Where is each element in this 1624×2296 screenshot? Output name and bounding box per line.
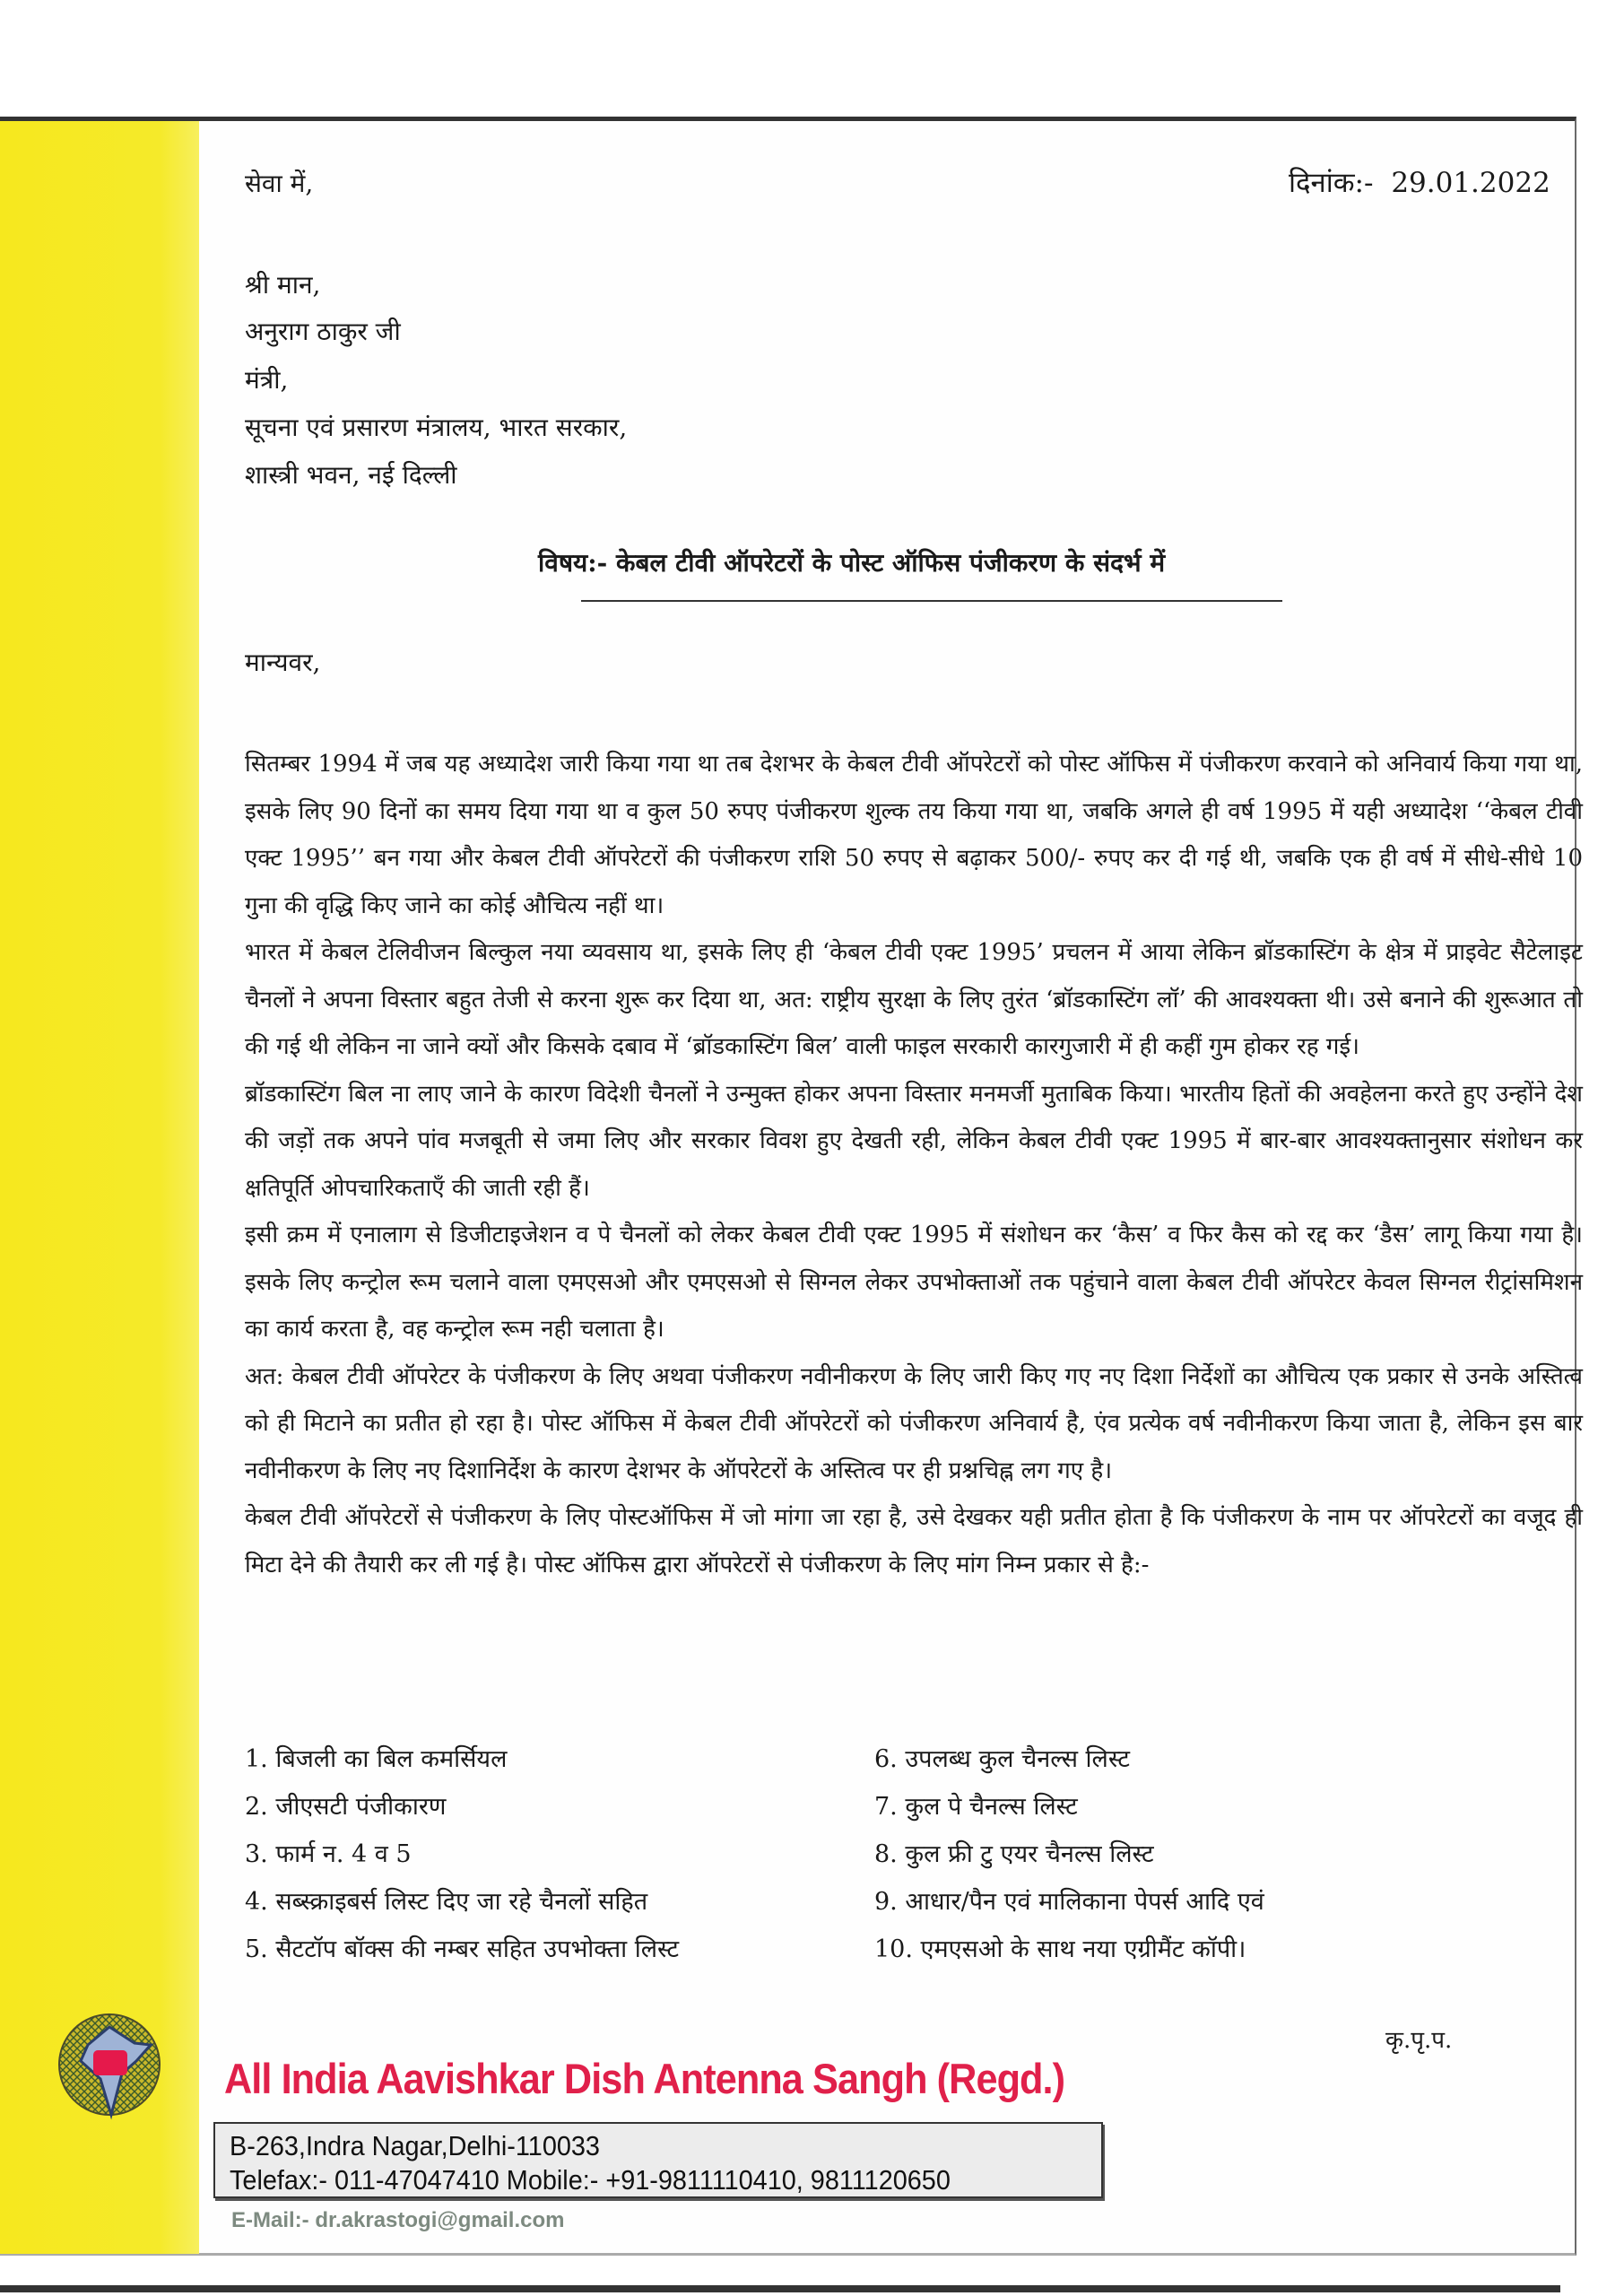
requirement-item: 8. कुल फ्री टु एयर चैनल्स लिस्ट	[874, 1840, 1154, 1868]
contact-box	[213, 2122, 1103, 2198]
addressee-line: सूचना एवं प्रसारण मंत्रालय, भारत सरकार,	[245, 413, 628, 442]
date-value: 29.01.2022	[1391, 167, 1550, 199]
requirement-item: 6. उपलब्ध कुल चैनल्स लिस्ट	[874, 1745, 1130, 1773]
letterhead-yellow-strip	[0, 121, 199, 2254]
requirement-item: 7. कुल पे चैनल्स लिस्ट	[874, 1793, 1078, 1821]
requirement-item: 2. जीएसटी पंजीकारण	[245, 1793, 447, 1821]
org-contact-numbers: Telefax:- 011-47047410 Mobile:- +91-9811110410, 9811120650	[230, 2164, 951, 2196]
body-paragraph: इसी क्रम में एनालाग से डिजीटाइजेशन व पे चैनलों को लेकर केबल टीवी एक्ट 1995 में संशोधन कर ‘कैस’ व फिर कैस को रद्द कर ‘डैस’ लागू किया गया है। इसके लिए कन्ट्रोल रूम चलाने वाला एमएसओ और एमएसओ से सिग्नल लेकर उपभोक्ताओं तक पहुंचाने वाला केबल टीवी ऑपरेटर केवल सिग्नल रीट्रांसमिशन का कार्य करता है, वह कन्ट्रोल रूम नही चलाता है।	[245, 1222, 1583, 1343]
letter-body	[245, 741, 1583, 1588]
date-block	[1289, 167, 1550, 200]
addressee-line: श्री मान,	[245, 270, 321, 300]
addressee-line: अनुराग ठाकुर जी	[245, 317, 401, 346]
requirement-item: 10. एमएसओ के साथ नया एग्रीमैंट कॉपी।	[874, 1935, 1246, 1963]
dish-antenna-emblem-icon	[52, 2009, 169, 2135]
requirement-item: 3. फार्म न. 4 व 5	[245, 1840, 412, 1868]
salutation-to: सेवा में,	[245, 169, 314, 198]
body-paragraph: भारत में केबल टेलिवीजन बिल्कुल नया व्यवसाय था, इसके लिए ही ‘केबल टीवी एक्ट 1995’ प्रचलन में आया लेकिन ब्रॉडकास्टिंग के क्षेत्र में प्राइवेट सैटेलाइट चैनलों ने अपना विस्तार बहुत तेजी से करना शुरू कर दिया था, अत: राष्ट्रीय सुरक्षा के लिए तुरंत ‘ब्रॉडकास्टिंग लॉ’ की आवश्यक्ता थी। उसे बनाने की शुरूआत तो की गई थी लेकिन ना जाने क्यों और किसके दबाव में ‘ब्रॉडकास्टिंग बिल’ वाली फाइल सरकारी कारगुजारी में ही कहीं गुम होकर रह गई।	[245, 939, 1583, 1060]
greeting: मान्यवर,	[245, 648, 321, 677]
addressee-line: मंत्री,	[245, 365, 289, 395]
body-paragraph: सितम्बर 1994 में जब यह अध्यादेश जारी किया गया था तब देशभर के केबल टीवी ऑपरेटरों को पोस्ट ऑफिस में पंजीकरण करवाने को अनिवार्य किया गया था, इसके लिए 90 दिनों का समय दिया गया था व कुल 50 रुपए पंजीकरण शुल्क तय किया गया था, जबकि अगले ही वर्ष 1995 में यही अध्यादेश ‘‘केबल टीवी एक्ट 1995’’ बन गया और केबल टीवी ऑपरेटरों की पंजीकरण राशि 50 रुपए से बढ़ाकर 500/- रुपए कर दी गई थी, जबकि एक ही वर्ष में सीधे-सीधे 10 गुना की वृद्धि किए जाने का कोई औचित्य नहीं था।	[245, 751, 1583, 919]
requirement-item: 5. सैटटॉप बॉक्स की नम्बर सहित उपभोक्ता लिस्ट	[245, 1935, 680, 1963]
org-address: B-263,Indra Nagar,Delhi-110033	[230, 2130, 600, 2161]
requirement-item: 9. आधार/पैन एवं मालिकाना पेपर्स आदि एवं	[874, 1888, 1264, 1916]
subject-line: विषय:- केबल टीवी ऑपरेटरों के पोस्ट ऑफिस पंजीकरण के संदर्भ में	[538, 548, 1166, 578]
subject-underline	[581, 600, 1282, 602]
body-paragraph: केबल टीवी ऑपरेटरों से पंजीकरण के लिए पोस्टऑफिस में जो मांगा जा रहा है, उसे देखकर यही प्रतीत होता है कि पंजीकरण के नाम पर ऑपरेटरों का वजूद ही मिटा देने की तैयारी कर ली गई है। पोस्ट ऑफिस द्वारा ऑपरेटरों से पंजीकरण के लिए मांग निम्न प्रकार से है:-	[245, 1504, 1583, 1578]
page-bottom-edge	[0, 2285, 1560, 2292]
organization-name: All India Aavishkar Dish Antenna Sangh (Regd.)	[224, 2055, 1065, 2102]
requirements-list-left	[245, 1735, 679, 1973]
please-turn-over: कृ.पृ.प.	[1385, 2027, 1453, 2054]
body-paragraph: ब्रॉडकास्टिंग बिल ना लाए जाने के कारण विदेशी चैनलों ने उन्मुक्त होकर अपना विस्तार मनमर्जी मुताबिक किया। भारतीय हितों की अवहेलना करते हुए उन्होंने देश की जड़ों तक अपने पांव मजबूती से जमा लिए और सरकार विवश हुए देखती रही, लेकिन केबल टीवी एक्ट 1995 में बार-बार आवश्यक्तानुसार संशोधन कर क्षतिपूर्ति ओपचारिकताएँ की जाती रही हैं।	[245, 1080, 1583, 1202]
requirements-list-right	[874, 1735, 1264, 1973]
requirement-item: 1. बिजली का बिल कमर्सियल	[245, 1745, 508, 1773]
org-email: E-Mail:- dr.akrastogi@gmail.com	[231, 2208, 565, 2232]
body-paragraph: अत: केबल टीवी ऑपरेटर के पंजीकरण के लिए अथवा पंजीकरण नवीनीकरण के लिए जारी किए गए नए दिशा निर्देशों का औचित्य एक प्रकार से उनके अस्तित्व को ही मिटाने का प्रतीत हो रहा है। पोस्ट ऑफिस में केबल टीवी ऑपरेटरों को पंजीकरण अनिवार्य है, एंव प्रत्येक वर्ष नवीनीकरण किया जाता है, लेकिन इस बार नवीनीकरण के लिए नए दिशानिर्देश के कारण देशभर के ऑपरेटरों के अस्तित्व पर ही प्रश्नचिह्न लग गए है।	[245, 1362, 1583, 1484]
date-label: दिनांक:-	[1289, 167, 1374, 199]
addressee-line: शास्त्री भवन, नई दिल्ली	[245, 460, 457, 490]
requirement-item: 4. सब्स्क्राइबर्स लिस्ट दिए जा रहे चैनलों सहित	[245, 1888, 648, 1916]
